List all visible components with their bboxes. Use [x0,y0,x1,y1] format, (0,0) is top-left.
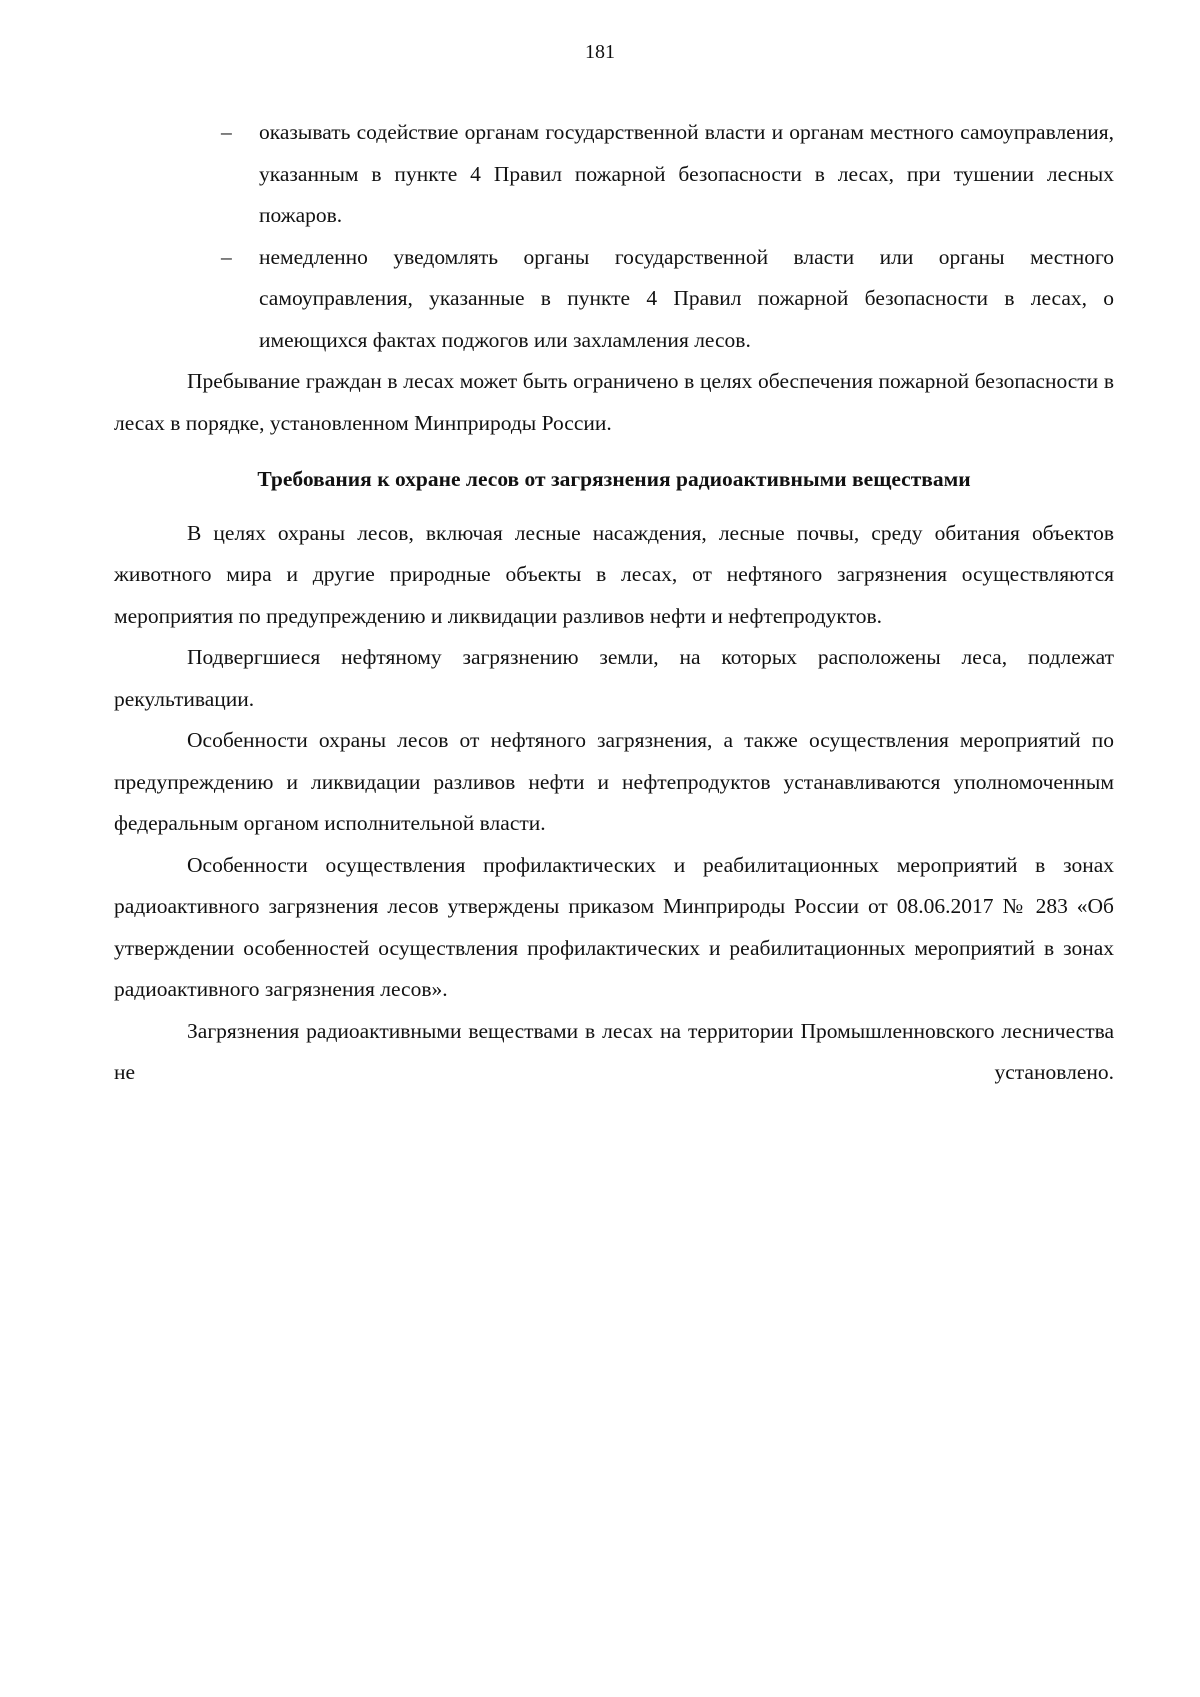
section-heading: Требования к охране лесов от загрязнения радиоактивными веществами [257,467,971,491]
page-number: 181 [585,41,615,63]
paragraph: Особенности охраны лесов от нефтяного загрязнения, а также осуществления мероприятий по предупреждению и ликвидации разливов нефти и нефтепродуктов устанавливаются уполномоченным федеральным органом исполнительной власти. [114,728,1114,835]
paragraph: Подвергшиеся нефтяному загрязнению земли, на которых расположены леса, подлежат рекультивации. [114,645,1114,711]
page-body [114,112,1114,1094]
bullet-item [114,237,1114,362]
paragraph: В целях охраны лесов, включая лесные насаждения, лесные почвы, среду обитания объектов животного мира и другие природные объекты в лесах, от нефтяного загрязнения осуществляются мероприятия по предупреждению и ликвидации разливов нефти и нефтепродуктов. [114,520,1114,628]
bullet-item [114,112,1114,237]
bullet-marker: – [221,244,232,269]
paragraph: Особенности осуществления профилактических и реабилитационных мероприятий в зонах радиоактивного загрязнения лесов утверждены приказом Минприроды России от 08.06.2017 № 283 «Об утверждении особенностей осуществления профилактических и реабилитационных мероприятий в зонах радиоактивного загрязнения лесов». [114,852,1114,1001]
bullet-text: оказывать содействие органам государственной власти и органам местного самоуправления, указанным в пункте 4 Правил пожарной безопасности в лесах, при тушении лесных пожаров. [259,120,1114,227]
bullet-text: немедленно уведомлять органы государственной власти или органы местного самоуправления, указанные в пункте 4 Правил пожарной безопасности в лесах, о имеющихся фактах поджогов или захламления лесов. [259,244,1114,352]
bullet-marker: – [221,120,232,144]
paragraph: Загрязнения радиоактивными веществами в лесах на территории Промышленновского лесничества не установлено. [114,1018,1114,1084]
paragraph-stay: Пребывание граждан в лесах может быть ограничено в целях обеспечения пожарной безопасности в лесах в порядке, установленном Минприроды России. [114,369,1114,435]
